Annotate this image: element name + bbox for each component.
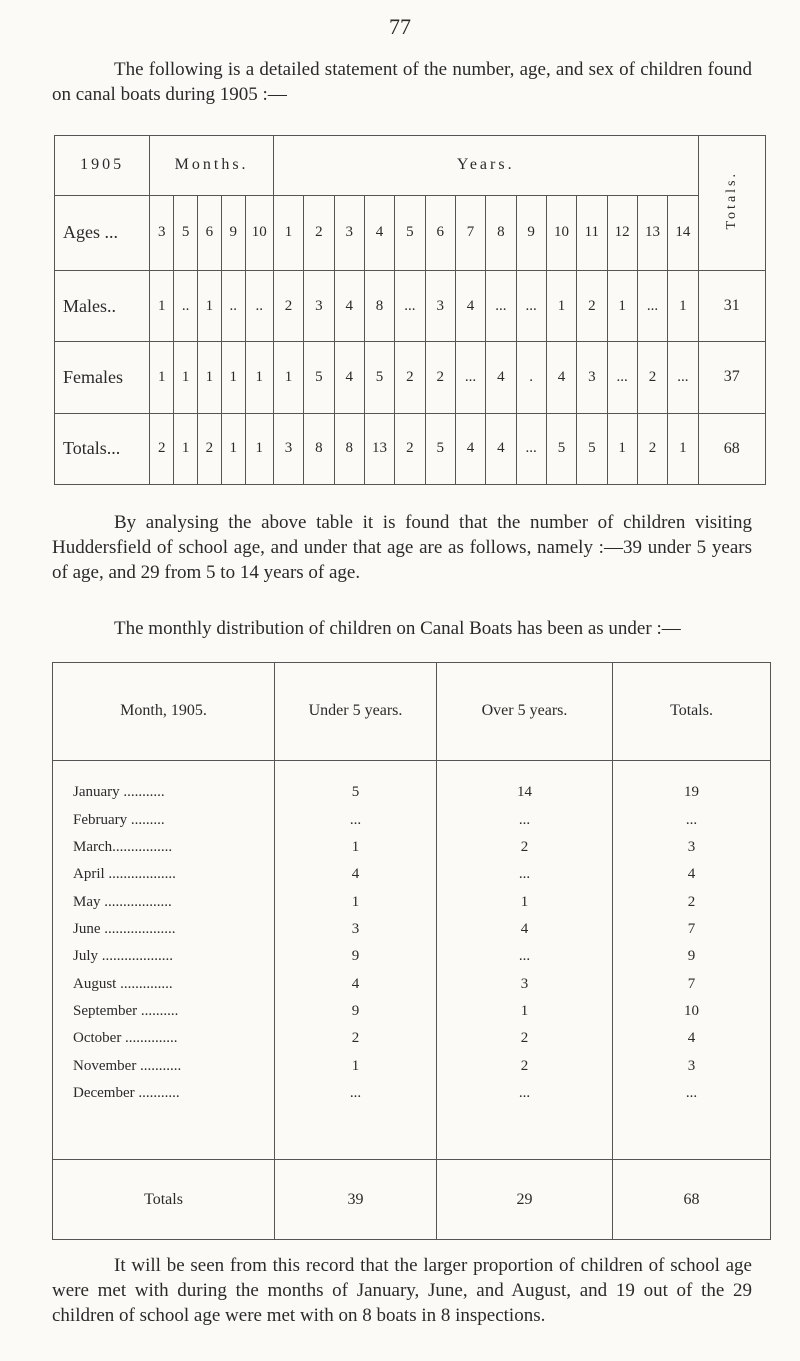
over-5-cell: 2	[437, 834, 613, 861]
intro-text: The following is a detailed statement of the number, age, and sex of children found on canal boats during 1905 :—	[52, 59, 752, 105]
month-name-cell: August ..............	[53, 970, 275, 997]
count-cell: 1	[607, 413, 637, 484]
count-cell: 1	[198, 271, 222, 342]
age-header-cell: 9	[221, 195, 245, 270]
monthly-totals-row	[53, 1160, 771, 1240]
count-cell: ...	[607, 342, 637, 413]
count-cell: ..	[221, 271, 245, 342]
count-cell: 1	[221, 413, 245, 484]
month-row	[53, 1080, 771, 1107]
count-cell: 2	[637, 413, 667, 484]
month-name-cell: March................	[53, 834, 275, 861]
month-row	[53, 1052, 771, 1079]
monthly-intro-paragraph	[52, 616, 752, 641]
months-header: Months.	[150, 136, 274, 196]
ages-row-label: Ages ...	[55, 195, 150, 270]
count-cell: 3	[273, 413, 303, 484]
count-cell: 2	[637, 342, 667, 413]
month-name-cell: May ..................	[53, 888, 275, 915]
count-cell: 4	[546, 342, 576, 413]
spacer-cell	[275, 760, 437, 779]
count-cell: 4	[455, 271, 485, 342]
row-total-cell: 31	[698, 271, 765, 342]
count-cell: 3	[577, 342, 607, 413]
row-label-males: Males..	[55, 271, 150, 342]
spacer-cell	[437, 760, 613, 779]
totals-under-5-cell: 39	[275, 1160, 437, 1240]
spacer-cell	[613, 760, 771, 779]
month-row	[53, 779, 771, 806]
count-cell: 4	[486, 413, 516, 484]
age-header-cell: 10	[546, 195, 576, 270]
count-cell: ...	[486, 271, 516, 342]
age-header-cell: 12	[607, 195, 637, 270]
conclusion-text: It will be seen from this record that the larger proportion of children of school age were met with during the months of January, June, and August, and 19 out of the 29 children of school age were met with on 8 boats in 8 inspections.	[52, 1255, 752, 1326]
count-cell: ...	[637, 271, 667, 342]
month-name-cell: November ...........	[53, 1052, 275, 1079]
under-5-cell: ...	[275, 806, 437, 833]
conclusion-paragraph	[52, 1253, 752, 1328]
month-row	[53, 1025, 771, 1052]
count-cell: 5	[577, 413, 607, 484]
age-header-cell: 10	[245, 195, 273, 270]
spacer-cell	[53, 760, 275, 779]
month-total-cell: 4	[613, 1025, 771, 1052]
row-label-totals: Totals...	[55, 413, 150, 484]
count-cell: 1	[150, 271, 174, 342]
count-cell: 2	[150, 413, 174, 484]
monthly-distribution-table	[52, 662, 771, 1240]
over-5-cell: 2	[437, 1052, 613, 1079]
count-cell: 1	[668, 413, 698, 484]
count-cell: 4	[334, 342, 364, 413]
month-total-cell: 4	[613, 861, 771, 888]
intro-paragraph	[52, 57, 752, 107]
month-total-cell: 3	[613, 1052, 771, 1079]
count-cell: ..	[245, 271, 273, 342]
count-cell: 1	[150, 342, 174, 413]
age-header-cell: 9	[516, 195, 546, 270]
count-cell: ..	[174, 271, 198, 342]
years-header: Years.	[273, 136, 698, 196]
month-total-cell: ...	[613, 1080, 771, 1107]
age-header-cell: 8	[486, 195, 516, 270]
month-row	[53, 834, 771, 861]
over-5-cell: 2	[437, 1025, 613, 1052]
under-5-cell: 9	[275, 943, 437, 970]
under-5-cell: 1	[275, 888, 437, 915]
age-header-cell: 13	[637, 195, 667, 270]
over-5-cell: ...	[437, 1080, 613, 1107]
count-cell: 5	[304, 342, 334, 413]
totals-over-5-cell: 29	[437, 1160, 613, 1240]
totals-label-cell: Totals	[53, 1160, 275, 1240]
page-number: 77	[389, 14, 411, 39]
count-cell: 1	[245, 413, 273, 484]
month-row	[53, 970, 771, 997]
age-header-cell: 4	[364, 195, 394, 270]
monthly-intro-text: The monthly distribution of children on Canal Boats has been as under :—	[114, 618, 681, 639]
row-total-cell: 68	[698, 413, 765, 484]
age-header-cell: 6	[198, 195, 222, 270]
count-cell: 2	[395, 413, 425, 484]
age-header-cell: 5	[395, 195, 425, 270]
count-cell: 2	[425, 342, 455, 413]
month-total-cell: 7	[613, 970, 771, 997]
count-cell: 1	[273, 342, 303, 413]
count-cell: 8	[304, 413, 334, 484]
header-over-5: Over 5 years.	[437, 663, 613, 761]
month-row	[53, 861, 771, 888]
count-cell: 8	[334, 413, 364, 484]
month-name-cell: April ..................	[53, 861, 275, 888]
month-total-cell: 9	[613, 943, 771, 970]
over-5-cell: 1	[437, 888, 613, 915]
month-total-cell: 19	[613, 779, 771, 806]
under-5-cell: 5	[275, 779, 437, 806]
month-name-cell: June ...................	[53, 916, 275, 943]
age-header-cell: 6	[425, 195, 455, 270]
count-cell: 8	[364, 271, 394, 342]
count-cell: 4	[455, 413, 485, 484]
over-5-cell: ...	[437, 806, 613, 833]
month-name-cell: September ..........	[53, 998, 275, 1025]
count-cell: 1	[546, 271, 576, 342]
month-row	[53, 998, 771, 1025]
month-name-cell: July ...................	[53, 943, 275, 970]
age-header-cell: 7	[455, 195, 485, 270]
under-5-cell: 2	[275, 1025, 437, 1052]
count-cell: 5	[364, 342, 394, 413]
age-header-cell: 11	[577, 195, 607, 270]
spacer-cell	[613, 1107, 771, 1160]
age-header-cell: 1	[273, 195, 303, 270]
age-sex-table	[54, 135, 766, 485]
count-cell: ...	[516, 413, 546, 484]
header-month: Month, 1905.	[53, 663, 275, 761]
count-cell: ...	[395, 271, 425, 342]
count-cell: 1	[245, 342, 273, 413]
over-5-cell: 3	[437, 970, 613, 997]
over-5-cell: ...	[437, 943, 613, 970]
count-cell: 3	[304, 271, 334, 342]
count-cell: ...	[668, 342, 698, 413]
month-name-cell: January ...........	[53, 779, 275, 806]
count-cell: 4	[334, 271, 364, 342]
count-cell: ...	[455, 342, 485, 413]
row-total-cell: 37	[698, 342, 765, 413]
month-row	[53, 916, 771, 943]
under-5-cell: 1	[275, 1052, 437, 1079]
month-name-cell: February .........	[53, 806, 275, 833]
count-cell: 3	[425, 271, 455, 342]
over-5-cell: 14	[437, 779, 613, 806]
age-header-cell: 5	[174, 195, 198, 270]
over-5-cell: 4	[437, 916, 613, 943]
count-cell: 1	[174, 342, 198, 413]
corner-year: 1905	[55, 136, 150, 196]
count-cell: 5	[546, 413, 576, 484]
count-cell: 1	[174, 413, 198, 484]
age-header-cell: 2	[304, 195, 334, 270]
count-cell: ...	[516, 271, 546, 342]
age-header-cell: 14	[668, 195, 698, 270]
age-header-cell: 3	[334, 195, 364, 270]
row-label-females: Females	[55, 342, 150, 413]
month-name-cell: December ...........	[53, 1080, 275, 1107]
month-row	[53, 888, 771, 915]
analysis-paragraph	[52, 510, 752, 585]
month-total-cell: ...	[613, 806, 771, 833]
count-cell: 4	[486, 342, 516, 413]
count-cell: 1	[668, 271, 698, 342]
month-total-cell: 10	[613, 998, 771, 1025]
header-totals: Totals.	[613, 663, 771, 761]
month-total-cell: 2	[613, 888, 771, 915]
spacer-cell	[275, 1107, 437, 1160]
header-under-5: Under 5 years.	[275, 663, 437, 761]
over-5-cell: 1	[437, 998, 613, 1025]
month-row	[53, 806, 771, 833]
count-cell: 2	[198, 413, 222, 484]
grand-total-cell: 68	[613, 1160, 771, 1240]
count-cell: 13	[364, 413, 394, 484]
under-5-cell: 1	[275, 834, 437, 861]
analysis-text: By analysing the above table it is found that the number of children visiting Huddersfield of school age, and under that age are as follows, namely :—39 under 5 years of age, and 29 from 5 to 14 years of age.	[52, 512, 752, 583]
count-cell: 2	[395, 342, 425, 413]
count-cell: 1	[221, 342, 245, 413]
under-5-cell: 9	[275, 998, 437, 1025]
under-5-cell: 4	[275, 861, 437, 888]
count-cell: 1	[607, 271, 637, 342]
spacer-cell	[437, 1107, 613, 1160]
month-name-cell: October ..............	[53, 1025, 275, 1052]
spacer-cell	[53, 1107, 275, 1160]
month-total-cell: 7	[613, 916, 771, 943]
count-cell: .	[516, 342, 546, 413]
month-total-cell: 3	[613, 834, 771, 861]
under-5-cell: 3	[275, 916, 437, 943]
over-5-cell: ...	[437, 861, 613, 888]
month-row	[53, 943, 771, 970]
under-5-cell: 4	[275, 970, 437, 997]
age-header-cell: 3	[150, 195, 174, 270]
count-cell: 2	[577, 271, 607, 342]
totals-header: Totals.	[698, 136, 765, 271]
under-5-cell: ...	[275, 1080, 437, 1107]
count-cell: 5	[425, 413, 455, 484]
count-cell: 1	[198, 342, 222, 413]
count-cell: 2	[273, 271, 303, 342]
